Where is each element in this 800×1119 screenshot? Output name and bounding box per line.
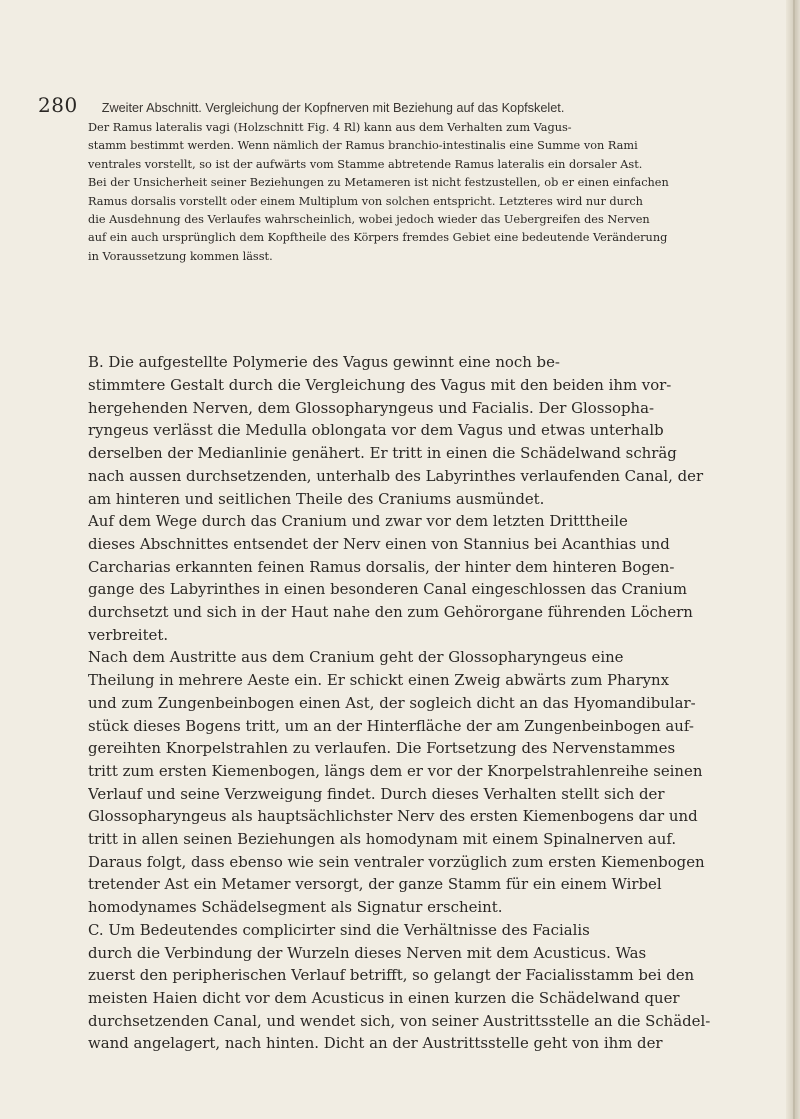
text-line: Nach dem Austritte aus dem Cranium geht der Glossopharyngeus eine bbox=[88, 648, 624, 667]
text-line: derselben der Medianlinie genähert. Er tritt in einen die Schädelwand schräg bbox=[88, 444, 677, 463]
running-head: Zweiter Abschnitt. Vergleichung der Kopfnerven mit Beziehung auf das Kopfskelet. bbox=[101, 101, 565, 115]
text-line: Auf dem Wege durch das Cranium und zwar vor dem letzten Dritttheile bbox=[88, 512, 628, 531]
page-edge-line bbox=[793, 0, 795, 1119]
text-line: nach aussen durchsetzenden, unterhalb des Labyrinthes verlaufenden Canal, der bbox=[88, 466, 704, 485]
text-line: ventrales vorstellt, so ist der aufwärts vom Stamme abtretende Ramus lateralis ein dorsaler Ast. bbox=[88, 157, 643, 171]
text-line: wand angelagert, nach hinten. Dicht an der Austrittsstelle geht von ihm der bbox=[88, 1034, 663, 1053]
text-line: auf ein auch ursprünglich dem Kopftheile des Körpers fremdes Gebiet eine bedeutende Veränderung bbox=[88, 231, 668, 245]
small-print-paragraph bbox=[88, 119, 738, 266]
text-line: und zum Zungenbeinbogen einen Ast, der sogleich dicht an das Hyomandibular- bbox=[88, 693, 696, 712]
text-line: stamm bestimmt werden. Wenn nämlich der Ramus branchio-intestinalis eine Summe von Rami bbox=[88, 139, 638, 153]
text-line: durchsetzt und sich in der Haut nahe den zum Gehörorgane führenden Löchern bbox=[88, 603, 693, 622]
text-line: Theilung in mehrere Aeste ein. Er schickt einen Zweig abwärts zum Pharynx bbox=[88, 671, 670, 690]
text-line: Carcharias erkannten feinen Ramus dorsalis, der hinter dem hinteren Bogen- bbox=[88, 557, 675, 576]
text-line: dieses Abschnittes entsendet der Nerv einen von Stannius bei Acanthias und bbox=[88, 534, 670, 553]
text-line: tritt zum ersten Kiemenbogen, längs dem er vor der Knorpelstrahlenreihe seinen bbox=[88, 761, 703, 780]
text-line: ryngeus verlässt die Medulla oblongata vor dem Vagus und etwas unterhalb bbox=[88, 421, 664, 440]
page-header bbox=[38, 93, 738, 117]
text-line: verbreitet. bbox=[88, 625, 169, 644]
text-line: gange des Labyrinthes in einen besonderen Canal eingeschlossen das Cranium bbox=[88, 580, 687, 599]
text-line: stück dieses Bogens tritt, um an der Hinterfläche der am Zungenbeinbogen auf- bbox=[88, 716, 694, 735]
text-line: durch die Verbindung der Wurzeln dieses Nerven mit dem Acusticus. Was bbox=[88, 943, 647, 962]
text-line: stimmtere Gestalt durch die Vergleichung des Vagus mit den beiden ihm vor- bbox=[88, 376, 672, 394]
text-line: Glossopharyngeus als hauptsächlichster Nerv des ersten Kiemenbogens dar und bbox=[88, 807, 698, 826]
text-line: meisten Haien dicht vor dem Acusticus in einen kurzen die Schädelwand quer bbox=[88, 988, 680, 1007]
page-number: 280 bbox=[38, 93, 78, 117]
text-line: hergehenden Nerven, dem Glossopharyngeus und Facialis. Der Glossopha- bbox=[88, 398, 655, 417]
text-line: durchsetzenden Canal, und wendet sich, von seiner Austrittsstelle an die Schädel- bbox=[88, 1011, 711, 1030]
text-line: tretender Ast ein Metamer versorgt, der ganze Stamm für ein einem Wirbel bbox=[88, 875, 662, 894]
text-line: Ramus dorsalis vorstellt oder einem Multiplum von solchen entspricht. Letzteres wird nur durch bbox=[88, 194, 643, 208]
section-b-heading-line: B. Die aufgestellte Polymerie des Vagus gewinnt eine noch be- bbox=[88, 353, 560, 371]
text-line: am hinteren und seitlichen Theile des Craniums ausmündet. bbox=[88, 489, 545, 508]
text-line: in Voraussetzung kommen lässt. bbox=[88, 249, 273, 263]
text-line: C. Um Bedeutendes complicirter sind die Verhältnisse des Facialis bbox=[88, 920, 590, 939]
text-line: Der Ramus lateralis vagi (Holzschnitt Fig. 4 Rl) kann aus dem Verhalten zum Vagus- bbox=[88, 121, 572, 134]
text-line: Verlauf und seine Verzweigung findet. Durch dieses Verhalten stellt sich der bbox=[88, 784, 665, 803]
text-line: die Ausdehnung des Verlaufes wahrscheinlich, wobei jedoch wieder das Uebergreifen des Nerven bbox=[88, 213, 650, 227]
text-line: Daraus folgt, dass ebenso wie sein ventraler vorzüglich zum ersten Kiemenbogen bbox=[88, 852, 705, 871]
text-line: gereihten Knorpelstrahlen zu verlaufen. Die Fortsetzung des Nervenstammes bbox=[88, 739, 676, 758]
main-text bbox=[88, 374, 738, 1055]
text-line: zuerst den peripherischen Verlauf betrifft, so gelangt der Facialisstamm bei den bbox=[88, 966, 695, 985]
text-line: tritt in allen seinen Beziehungen als homodynam mit einem Spinalnerven auf. bbox=[88, 830, 677, 849]
text-line: homodynames Schädelsegment als Signatur erscheint. bbox=[88, 898, 503, 917]
text-line: Bei der Unsicherheit seiner Beziehungen zu Metameren ist nicht festzustellen, ob er einen einfachen bbox=[88, 176, 669, 190]
